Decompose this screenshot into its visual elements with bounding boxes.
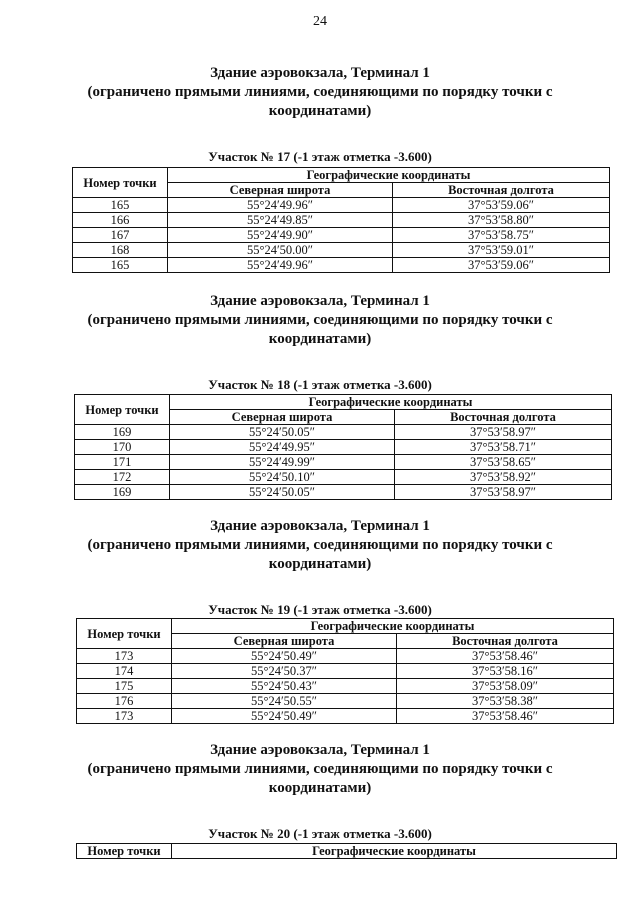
coordinates-table-17 xyxy=(72,167,610,273)
lon-cell: 37°53′59.06″ xyxy=(393,258,610,273)
coordinates-table-20 xyxy=(76,843,617,859)
table-row xyxy=(77,679,614,694)
coordinates-table-18 xyxy=(74,394,612,500)
page-number: 24 xyxy=(313,14,327,29)
point-cell: 166 xyxy=(73,213,168,228)
point-cell: 169 xyxy=(75,485,170,500)
lat-cell: 55°24′50.05″ xyxy=(170,425,395,440)
point-cell: 173 xyxy=(77,649,172,664)
point-cell: 165 xyxy=(73,198,168,213)
lon-cell: 37°53′58.71″ xyxy=(395,440,612,455)
table-row xyxy=(75,425,612,440)
lat-cell: 55°24′49.96″ xyxy=(168,258,393,273)
block-subtitle: (ограничено прямыми линиями, соединяющими по порядку точки с координатами) xyxy=(87,312,553,347)
table-row xyxy=(77,664,614,679)
lon-cell: 37°53′58.80″ xyxy=(393,213,610,228)
table-row xyxy=(73,258,610,273)
lon-cell: 37°53′59.01″ xyxy=(393,243,610,258)
point-cell: 174 xyxy=(77,664,172,679)
col-header-lon: Восточная долгота xyxy=(393,183,610,198)
table-row xyxy=(77,694,614,709)
col-header-point: Номер точки xyxy=(75,395,170,425)
block-subtitle: (ограничено прямыми линиями, соединяющими по порядку точки с координатами) xyxy=(87,537,553,572)
lon-cell: 37°53′59.06″ xyxy=(393,198,610,213)
section-label: Участок № 19 (-1 этаж отметка -3.600) xyxy=(208,602,432,617)
lat-cell: 55°24′50.05″ xyxy=(170,485,395,500)
lat-cell: 55°24′50.10″ xyxy=(170,470,395,485)
lat-cell: 55°24′49.85″ xyxy=(168,213,393,228)
col-header-lat: Северная широта xyxy=(172,634,397,649)
col-header-lon: Восточная долгота xyxy=(397,634,614,649)
lat-cell: 55°24′50.43″ xyxy=(172,679,397,694)
lon-cell: 37°53′58.97″ xyxy=(395,425,612,440)
lat-cell: 55°24′50.37″ xyxy=(172,664,397,679)
block-title: Здание аэровокзала, Терминал 1 xyxy=(210,518,430,534)
block-subtitle: (ограничено прямыми линиями, соединяющими по порядку точки с координатами) xyxy=(87,84,553,119)
point-cell: 173 xyxy=(77,709,172,724)
table-row xyxy=(77,709,614,724)
point-cell: 169 xyxy=(75,425,170,440)
lon-cell: 37°53′58.92″ xyxy=(395,470,612,485)
point-cell: 165 xyxy=(73,258,168,273)
lon-cell: 37°53′58.16″ xyxy=(397,664,614,679)
lon-cell: 37°53′58.75″ xyxy=(393,228,610,243)
col-header-point: Номер точки xyxy=(77,619,172,649)
table-row xyxy=(75,485,612,500)
point-cell: 175 xyxy=(77,679,172,694)
table-row xyxy=(73,243,610,258)
lat-cell: 55°24′50.55″ xyxy=(172,694,397,709)
col-header-point: Номер точки xyxy=(73,168,168,198)
block-subtitle: (ограничено прямыми линиями, соединяющими по порядку точки с координатами) xyxy=(87,761,553,796)
table-row xyxy=(75,440,612,455)
col-header-group: Географические координаты xyxy=(168,168,610,183)
section-label: Участок № 20 (-1 этаж отметка -3.600) xyxy=(208,826,432,841)
section-block-18 xyxy=(0,292,640,393)
lat-cell: 55°24′50.00″ xyxy=(168,243,393,258)
block-title: Здание аэровокзала, Терминал 1 xyxy=(210,293,430,309)
lon-cell: 37°53′58.46″ xyxy=(397,649,614,664)
point-cell: 172 xyxy=(75,470,170,485)
lat-cell: 55°24′49.99″ xyxy=(170,455,395,470)
col-header-point: Номер точки xyxy=(77,844,172,859)
col-header-group: Географические координаты xyxy=(172,619,614,634)
block-title: Здание аэровокзала, Терминал 1 xyxy=(210,742,430,758)
section-label: Участок № 17 (-1 этаж отметка -3.600) xyxy=(208,149,432,164)
point-cell: 168 xyxy=(73,243,168,258)
lat-cell: 55°24′50.49″ xyxy=(172,709,397,724)
col-header-lat: Северная широта xyxy=(168,183,393,198)
table-row xyxy=(73,213,610,228)
lon-cell: 37°53′58.38″ xyxy=(397,694,614,709)
lat-cell: 55°24′49.96″ xyxy=(168,198,393,213)
point-cell: 176 xyxy=(77,694,172,709)
table-row xyxy=(73,228,610,243)
lon-cell: 37°53′58.65″ xyxy=(395,455,612,470)
point-cell: 167 xyxy=(73,228,168,243)
lon-cell: 37°53′58.97″ xyxy=(395,485,612,500)
table-row xyxy=(73,198,610,213)
lat-cell: 55°24′49.90″ xyxy=(168,228,393,243)
table-row xyxy=(75,455,612,470)
lon-cell: 37°53′58.46″ xyxy=(397,709,614,724)
col-header-group: Географические координаты xyxy=(170,395,612,410)
block-title: Здание аэровокзала, Терминал 1 xyxy=(210,65,430,81)
coordinates-table-19 xyxy=(76,618,614,724)
col-header-lat: Северная широта xyxy=(170,410,395,425)
section-label: Участок № 18 (-1 этаж отметка -3.600) xyxy=(208,377,432,392)
section-block-19 xyxy=(0,517,640,618)
lat-cell: 55°24′50.49″ xyxy=(172,649,397,664)
section-block-20 xyxy=(0,741,640,842)
point-cell: 170 xyxy=(75,440,170,455)
col-header-lon: Восточная долгота xyxy=(395,410,612,425)
lat-cell: 55°24′49.95″ xyxy=(170,440,395,455)
table-row xyxy=(75,470,612,485)
col-header-group: Географические координаты xyxy=(172,844,617,859)
section-block-17 xyxy=(0,64,640,165)
point-cell: 171 xyxy=(75,455,170,470)
lon-cell: 37°53′58.09″ xyxy=(397,679,614,694)
table-row xyxy=(77,649,614,664)
